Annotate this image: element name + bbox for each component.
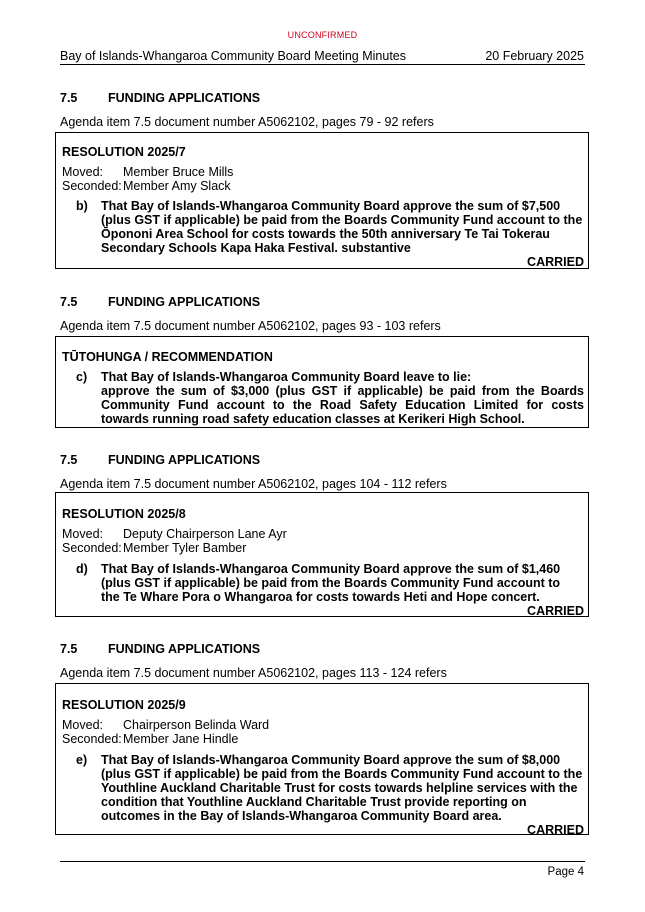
seconded-row bbox=[62, 732, 584, 746]
section-heading-1 bbox=[60, 91, 585, 129]
moved-row bbox=[62, 165, 584, 179]
moved-label: Moved: bbox=[62, 527, 103, 541]
resolution-item bbox=[62, 562, 584, 604]
section-number: 7.5 bbox=[60, 295, 78, 309]
section-title: FUNDING APPLICATIONS bbox=[108, 453, 261, 467]
section-title: FUNDING APPLICATIONS bbox=[108, 295, 261, 309]
section-heading-4 bbox=[60, 642, 585, 680]
item-letter: e) bbox=[76, 753, 88, 767]
item-intro: That Bay of Islands-Whangaroa Community Board leave to lie: bbox=[101, 370, 472, 384]
section-number: 7.5 bbox=[60, 453, 78, 467]
unconfirmed-watermark: UNCONFIRMED bbox=[287, 30, 358, 40]
seconded-label: Seconded: bbox=[62, 541, 122, 555]
carried-label: CARRIED bbox=[527, 823, 584, 837]
item-text: That Bay of Islands-Whangaroa Community Board approve the sum of $8,000 (plus GST if applicable) be paid from the Boards Community Fund account to the Youthline Auckland Charitable Trust for costs towards helpline services with the condition that Youthline Auckland Charitable Trust provide reporting on outcomes in the Bay of Islands-Whangaroa Community Board area. bbox=[101, 753, 583, 823]
moved-label: Moved: bbox=[62, 718, 103, 732]
item-text: approve the sum of $3,000 (plus GST if applicable) be paid from the Boards Community Fund account to the Road Safety Education Limited for costs towards running road safety education classes at Kerikeri High School. bbox=[101, 384, 584, 426]
moved-by: Chairperson Belinda Ward bbox=[123, 718, 270, 732]
seconded-by: Member Tyler Bamber bbox=[123, 541, 247, 555]
agenda-reference: Agenda item 7.5 document number A5062102, pages 79 - 92 refers bbox=[60, 115, 434, 129]
seconded-by: Member Amy Slack bbox=[123, 179, 231, 193]
agenda-reference: Agenda item 7.5 document number A5062102, pages 104 - 112 refers bbox=[60, 477, 447, 491]
moved-by: Member Bruce Mills bbox=[123, 165, 234, 179]
resolution-box-2025-8 bbox=[55, 492, 589, 617]
seconded-label: Seconded: bbox=[62, 732, 122, 746]
item-text: That Bay of Islands-Whangaroa Community Board approve the sum of $1,460 (plus GST if applicable) be paid from the Boards Community Fund account to the Te Whare Pora o Whangaroa for costs towards Heti and Hope concert. bbox=[101, 562, 561, 604]
resolution-title: RESOLUTION 2025/9 bbox=[62, 698, 186, 712]
recommendation-item bbox=[62, 370, 584, 426]
moved-label: Moved: bbox=[62, 165, 103, 179]
item-text: That Bay of Islands-Whangaroa Community Board approve the sum of $7,500 (plus GST if applicable) be paid from the Boards Community Fund account to the Ōpononi Area School for costs towards the 50th anniversary Te Tai Tokerau Secondary Schools Kapa Haka Festival. substantive bbox=[101, 199, 583, 255]
section-title: FUNDING APPLICATIONS bbox=[108, 91, 261, 105]
agenda-reference: Agenda item 7.5 document number A5062102, pages 113 - 124 refers bbox=[60, 666, 447, 680]
section-number: 7.5 bbox=[60, 642, 78, 656]
item-letter: b) bbox=[76, 199, 88, 213]
resolution-title: RESOLUTION 2025/8 bbox=[62, 507, 186, 521]
seconded-label: Seconded: bbox=[62, 179, 122, 193]
moved-by: Deputy Chairperson Lane Ayr bbox=[123, 527, 287, 541]
seconded-by: Member Jane Hindle bbox=[123, 732, 239, 746]
resolution-item bbox=[62, 753, 584, 823]
carried-label: CARRIED bbox=[527, 604, 584, 618]
item-letter: d) bbox=[76, 562, 88, 576]
section-heading-2 bbox=[60, 295, 585, 333]
seconded-row bbox=[62, 541, 584, 555]
item-letter: c) bbox=[76, 370, 88, 384]
recommendation-title: TŪTOHUNGA / RECOMMENDATION bbox=[62, 350, 273, 364]
header-divider bbox=[60, 64, 585, 65]
resolution-box-2025-9 bbox=[55, 683, 589, 835]
moved-row bbox=[62, 718, 584, 732]
resolution-box-2025-7 bbox=[55, 132, 589, 269]
section-title: FUNDING APPLICATIONS bbox=[108, 642, 261, 656]
carried-label: CARRIED bbox=[527, 255, 584, 269]
footer-divider bbox=[60, 861, 585, 862]
moved-row bbox=[62, 527, 584, 541]
page-number: Page 4 bbox=[547, 866, 584, 878]
meeting-date: 20 February 2025 bbox=[485, 49, 584, 63]
seconded-row bbox=[62, 179, 584, 193]
document-title: Bay of Islands-Whangaroa Community Board Meeting Minutes bbox=[60, 49, 406, 63]
resolution-item bbox=[62, 199, 584, 255]
resolution-title: RESOLUTION 2025/7 bbox=[62, 145, 186, 159]
agenda-reference: Agenda item 7.5 document number A5062102, pages 93 - 103 refers bbox=[60, 319, 441, 333]
section-number: 7.5 bbox=[60, 91, 78, 105]
recommendation-box bbox=[55, 336, 589, 428]
section-heading-3 bbox=[60, 453, 585, 491]
